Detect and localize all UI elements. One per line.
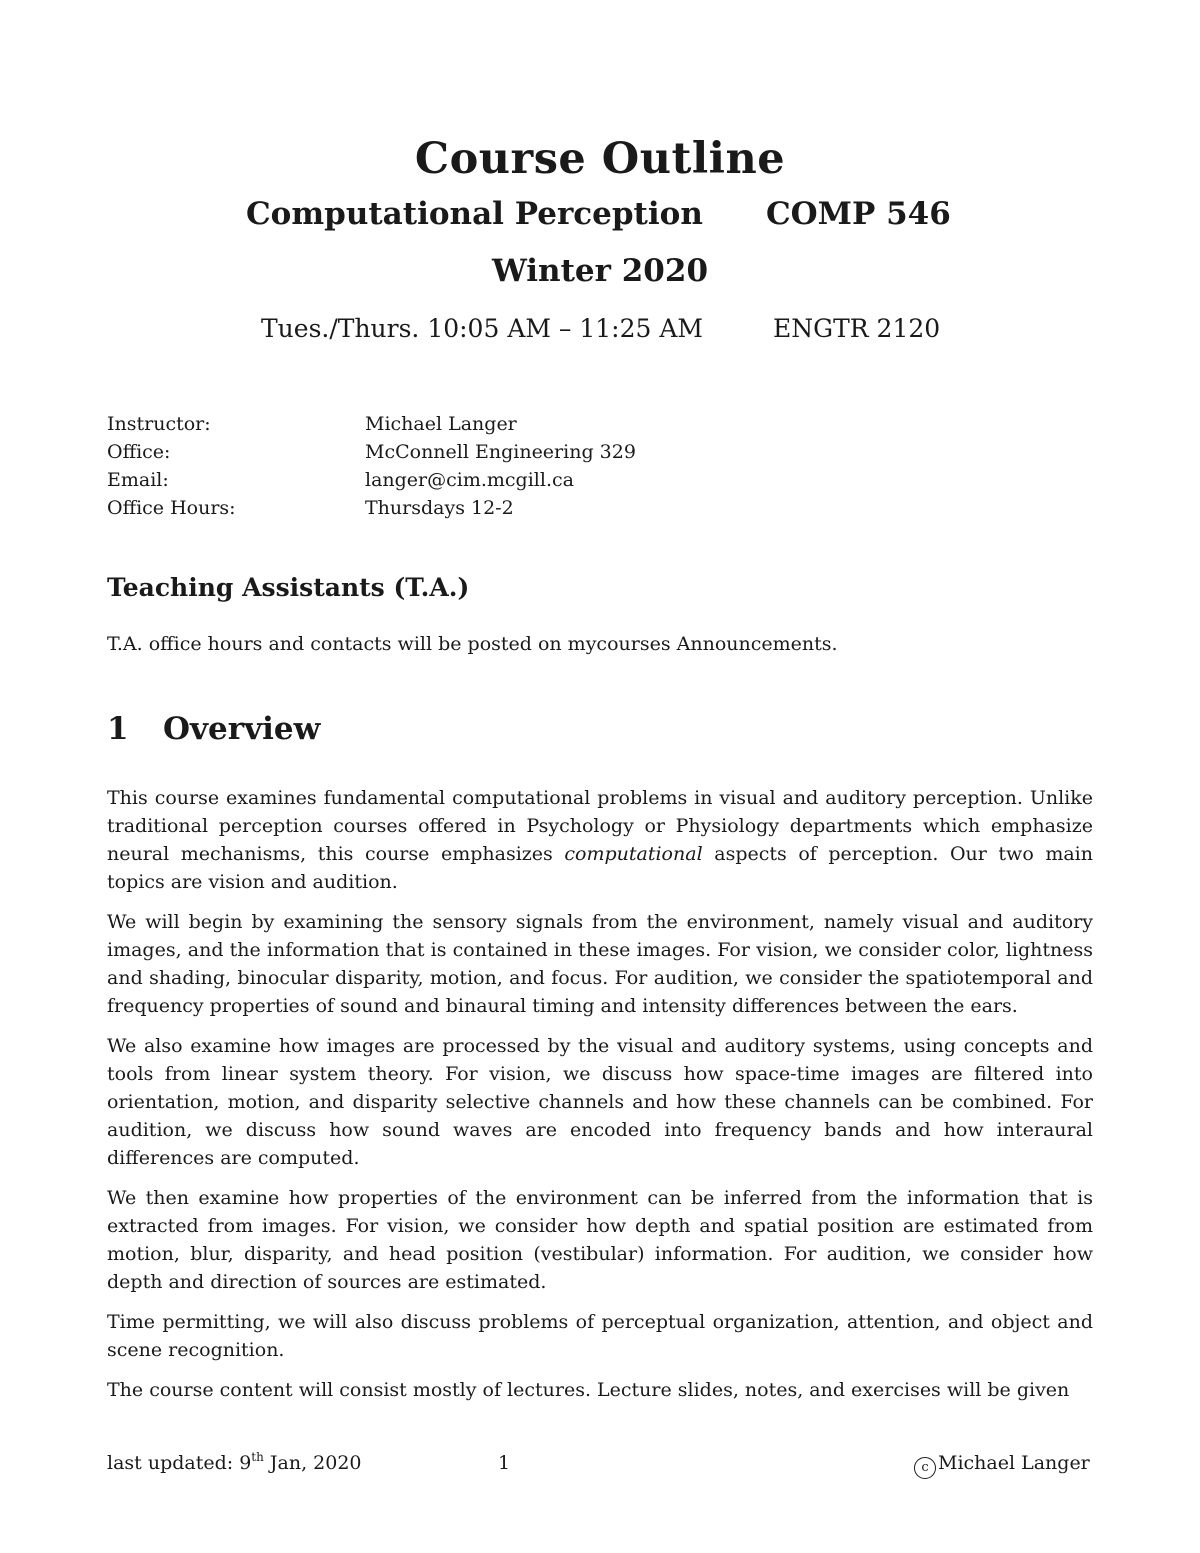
emphasis-text: computational bbox=[564, 843, 703, 865]
paragraph: The course content will consist mostly of lectures. Lecture slides, notes, and exercises will be given bbox=[107, 1379, 1070, 1401]
updated-superscript: th bbox=[251, 1450, 264, 1464]
section-number: 1 bbox=[107, 711, 129, 747]
paragraph: We then examine how properties of the environment can be inferred from the information that is extracted from images. For vision, we consider how depth and spatial position are estimated from motion, blur, disparity, and head position (vestibular) information. For audition, we consider how depth and direction of sources are estimated. bbox=[107, 1187, 1093, 1293]
room: ENGTR 2120 bbox=[773, 314, 941, 343]
term: Winter 2020 bbox=[491, 253, 709, 289]
ta-text: T.A. office hours and contacts will be posted on mycourses Announcements. bbox=[107, 633, 838, 655]
updated-text: last updated: 9 bbox=[107, 1452, 252, 1474]
info-label: Office Hours: bbox=[107, 497, 236, 519]
email-link[interactable]: langer@cim.mcgill.ca bbox=[365, 469, 574, 491]
info-label: Instructor: bbox=[107, 413, 211, 435]
info-value: Michael Langer bbox=[365, 413, 517, 435]
section-heading-overview bbox=[107, 711, 320, 747]
paragraph: Time permitting, we will also discuss problems of perceptual organization, attention, and object and scene recognition. bbox=[107, 1311, 1093, 1361]
info-label: Email: bbox=[107, 469, 169, 491]
info-value: Thursdays 12-2 bbox=[365, 497, 514, 519]
copyright-name: Michael Langer bbox=[938, 1452, 1090, 1474]
copyright-icon: c bbox=[914, 1457, 936, 1479]
updated-text: Jan, 2020 bbox=[263, 1452, 362, 1474]
course-name: Computational Perception bbox=[246, 196, 703, 232]
schedule: Tues./Thurs. 10:05 AM – 11:25 AM bbox=[261, 314, 704, 343]
last-updated bbox=[107, 1452, 362, 1474]
paragraph-text: aspects of perception. Our two main topics are vision and audition. bbox=[107, 843, 1093, 893]
copyright bbox=[914, 1452, 1090, 1479]
info-value: McConnell Engineering 329 bbox=[365, 441, 636, 463]
ta-heading: Teaching Assistants (T.A.) bbox=[107, 573, 470, 602]
course-code: COMP 546 bbox=[766, 196, 951, 232]
section-title: Overview bbox=[163, 711, 321, 747]
document-title: Course Outline bbox=[414, 134, 786, 184]
paragraph-text: This course examines fundamental computational problems in visual and auditory perception. Unlike traditional perception courses offered in Psychology or Physiology departments which emphasize neural mechanisms, this course emphasizes bbox=[107, 787, 1093, 865]
paragraph bbox=[107, 784, 1093, 896]
paragraph: We will begin by examining the sensory signals from the environment, namely visual and auditory images, and the information that is contained in these images. For vision, we consider color, lightness and shading, binocular disparity, motion, and focus. For audition, we consider the spatiotemporal and frequency properties of sound and binaural timing and intensity differences between the ears. bbox=[107, 911, 1093, 1017]
info-label: Office: bbox=[107, 441, 171, 463]
page-number: 1 bbox=[498, 1452, 511, 1474]
paragraph: We also examine how images are processed by the visual and auditory systems, using concepts and tools from linear system theory. For vision, we discuss how space-time images are filtered into orientation, motion, and disparity selective channels and how these channels can be combined. For audition, we discuss how sound waves are encoded into frequency bands and how interaural differences are computed. bbox=[107, 1035, 1093, 1169]
